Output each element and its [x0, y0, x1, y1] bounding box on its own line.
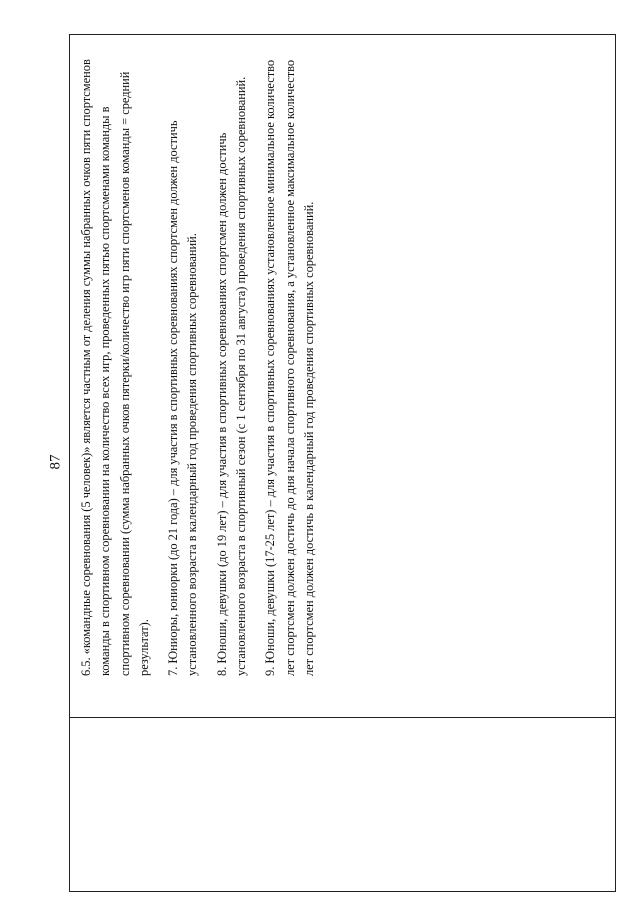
paragraph-9: 9. Юноши, девушки (17-25 лет) – для участия в спортивных соревнованиях установленное минимальное количество лет спортсмен должен достичь до дня начала спортивного соревнования, а установленное максимальное количество лет спортсмен должен достичь в календарный год проведения спортивных соревнований. [263, 59, 316, 676]
paragraph-7: 7. Юниоры, юниорки (до 21 года) – для участия в спортивных соревнованиях спортсмен должен достичь установленного возраста в календарный год проведения спортивных соревнований. [166, 120, 200, 676]
page-number: 87 [47, 454, 64, 470]
paragraph-6-5: 6.5. «командные соревнования (5 человек)» является частным от деления суммы набранных очков пяти спортсменов команды в спортивном соревновании на количество всех игр, проведенных пятью спортсменами команды в спортивном соревновании (сумма набранных очков пятерки/количество игр пяти спортсменов команды = средний результат). [79, 59, 151, 676]
table-cell-notes [69, 42, 616, 682]
paragraph-8: 8. Юноши, девушки (до 19 лет) – для участия в спортивных соревнованиях спортсмен должен достичь установленного возраста в спортивный сезон (с 1 сентября по 31 августа) проведения спортивных соревнований. [214, 76, 249, 676]
rotated-table-content [69, 34, 616, 892]
